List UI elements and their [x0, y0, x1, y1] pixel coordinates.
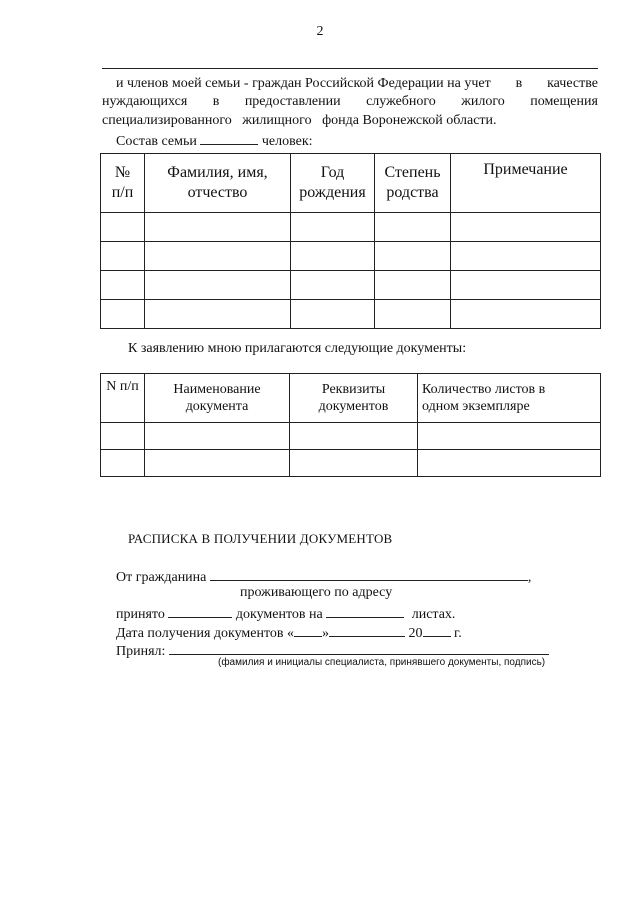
- intro-line-3: специализированного жилищного фонда Воронежской области.: [102, 113, 497, 128]
- table-cell[interactable]: [145, 213, 291, 242]
- received-label: Принял:: [116, 644, 166, 659]
- table-cell[interactable]: [145, 271, 291, 300]
- table-row: [101, 423, 601, 450]
- residing-label: проживающего по адресу: [240, 585, 393, 600]
- col-document-name: Наименование документа: [145, 374, 290, 423]
- col-fullname: Фамилия, имя, отчество: [145, 154, 291, 213]
- intro-word: нуждающихся: [102, 94, 188, 109]
- receipt-accepted-line: [116, 603, 455, 623]
- table-cell[interactable]: [145, 300, 291, 329]
- table-cell[interactable]: [101, 213, 145, 242]
- table-cell[interactable]: [290, 423, 418, 450]
- table-cell[interactable]: [418, 423, 601, 450]
- table-cell[interactable]: [145, 423, 290, 450]
- table-cell[interactable]: [375, 242, 451, 271]
- family-size-field[interactable]: [200, 130, 258, 145]
- intro-line-2: [102, 94, 598, 110]
- table-cell[interactable]: [375, 300, 451, 329]
- documents-intro: К заявлению мною прилагаются следующие документы:: [128, 341, 467, 356]
- table-cell[interactable]: [291, 242, 375, 271]
- col-relationship: Степень родства: [375, 154, 451, 213]
- col-sheet-count: Количество листов в одном экземпляре: [418, 374, 601, 423]
- table-row: [101, 300, 601, 329]
- intro-line-1-part-1: и членов моей семьи - граждан Российской Федерации на учет: [116, 76, 491, 91]
- intro-word: жилого: [461, 94, 505, 109]
- table-cell[interactable]: [451, 213, 601, 242]
- signature-caption: (фамилия и инициалы специалиста, принявшего документы, подпись): [218, 657, 546, 668]
- table-cell[interactable]: [291, 271, 375, 300]
- page-number: 2: [316, 24, 324, 39]
- col-document-details: Реквизиты документов: [290, 374, 418, 423]
- intro-word: в: [212, 94, 220, 109]
- table-cell[interactable]: [145, 450, 290, 477]
- from-comma: ,: [527, 570, 532, 585]
- accepted-label: принято: [116, 607, 165, 622]
- table-cell[interactable]: [101, 300, 145, 329]
- table-cell[interactable]: [418, 450, 601, 477]
- intro-line-1-part-3: качестве: [547, 76, 598, 91]
- intro-line-1-part-2: в: [515, 76, 523, 91]
- table-row: [101, 271, 601, 300]
- table-cell[interactable]: [451, 300, 601, 329]
- table-row: [101, 450, 601, 477]
- table-cell[interactable]: [101, 271, 145, 300]
- table-cell[interactable]: [101, 242, 145, 271]
- family-size-line: [116, 130, 313, 151]
- table-cell[interactable]: [375, 213, 451, 242]
- year-prefix: 20: [408, 626, 423, 641]
- table-cell[interactable]: [451, 242, 601, 271]
- table-cell[interactable]: [290, 450, 418, 477]
- intro-word: предоставлении: [244, 94, 341, 109]
- documents-count-field[interactable]: [168, 603, 232, 618]
- year-suffix: г.: [454, 626, 462, 641]
- receipt-date-line: [116, 622, 462, 642]
- sheets-label: листах.: [411, 607, 456, 622]
- family-table-header: [101, 154, 601, 213]
- intro-word: служебного: [366, 94, 436, 109]
- intro-line-1: [102, 76, 598, 92]
- table-cell[interactable]: [451, 271, 601, 300]
- intro-word: помещения: [530, 94, 598, 109]
- table-cell[interactable]: [291, 300, 375, 329]
- sheets-count-field[interactable]: [326, 603, 404, 618]
- receipt-from-line: [116, 566, 531, 586]
- table-row: [101, 213, 601, 242]
- col-number: № п/п: [101, 154, 145, 213]
- from-label: От гражданина: [116, 570, 207, 585]
- col-birth-year: Год рождения: [291, 154, 375, 213]
- col-number: N п/п: [101, 374, 145, 423]
- top-divider: [102, 68, 598, 69]
- date-day-field[interactable]: [294, 622, 322, 637]
- date-year-field[interactable]: [423, 622, 451, 637]
- date-close: »: [322, 626, 330, 641]
- col-note: Примечание: [451, 154, 601, 213]
- docs-on-label: документов на: [235, 607, 323, 622]
- documents-table: [100, 373, 601, 477]
- table-cell[interactable]: [101, 423, 145, 450]
- table-cell[interactable]: [375, 271, 451, 300]
- receipt-title: РАСПИСКА В ПОЛУЧЕНИИ ДОКУМЕНТОВ: [128, 531, 393, 546]
- date-label: Дата получения документов «: [116, 626, 295, 641]
- table-cell[interactable]: [101, 450, 145, 477]
- table-cell[interactable]: [145, 242, 291, 271]
- family-size-label: Состав семьи: [116, 134, 197, 149]
- table-row: [101, 242, 601, 271]
- citizen-name-field[interactable]: [210, 566, 528, 581]
- family-size-suffix: человек:: [261, 134, 313, 149]
- specialist-signature-field[interactable]: [169, 640, 549, 655]
- documents-table-header: [101, 374, 601, 423]
- date-month-field[interactable]: [329, 622, 405, 637]
- table-cell[interactable]: [291, 213, 375, 242]
- family-table: [100, 153, 601, 329]
